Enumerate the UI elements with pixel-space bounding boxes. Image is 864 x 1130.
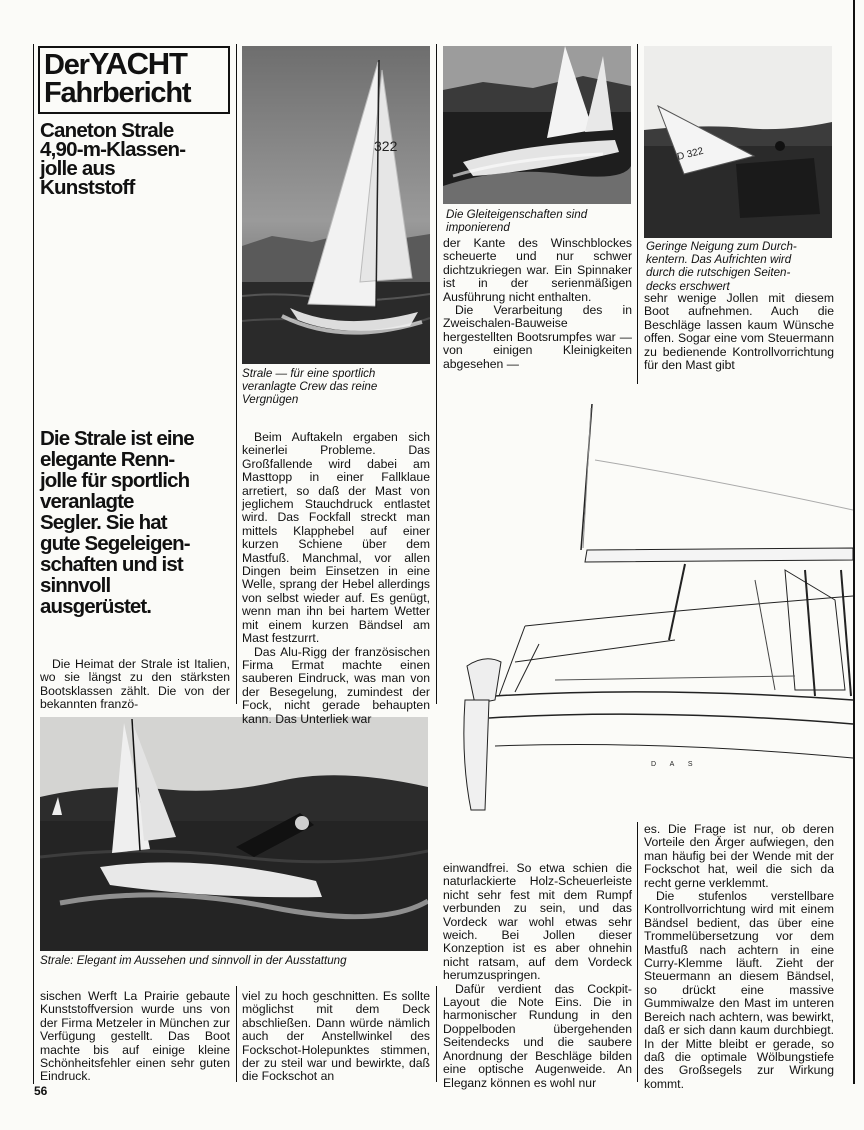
logo-subtitle: Fahrbericht (44, 77, 191, 109)
column-rule-3 (637, 44, 638, 384)
column-rule-left (33, 44, 34, 1084)
paragraph: Die Verarbeitung des in Zweischalen-Bauweise hergestellten Bootsrumpfes war — von einigen Kleinigkeiten abgesehen — (443, 303, 632, 371)
headline-line: 4,90-m-Klassen- (40, 138, 186, 161)
caption-line: kentern. Das Aufrichten wird (646, 253, 792, 267)
caption-line: Strale — für eine sportlich (242, 367, 376, 380)
caption-photo3 (646, 240, 836, 293)
body-col1-top (40, 658, 230, 712)
body-col3-bottom (443, 862, 632, 1090)
column-rule-1b (236, 986, 237, 1082)
body-col2-bottom (242, 990, 430, 1084)
yacht-fahrbericht-logo (38, 46, 230, 114)
caption-photo4: Strale: Elegant im Aussehen und sinnvoll in der Ausstattung (40, 954, 347, 967)
standfirst-line: Die Strale ist eine (40, 427, 194, 450)
paragraph: sischen Werft La Prairie gebaute Kunststoffversion wurde uns von der Firma Metzeler in München zur Verfügung gestellt. Das Boot machte bis auf einige kleine Schönheitsfehler einen sehr guten Eindruck. (40, 989, 230, 1084)
caption-line: imponierend (446, 221, 510, 235)
standfirst-line: veranlagte (40, 490, 134, 513)
headline-line: Kunststoff (40, 176, 135, 199)
standfirst-line: elegante Renn- (40, 448, 175, 471)
standfirst (40, 428, 236, 617)
paragraph: sehr wenige Jollen mit diesem Boot aufnehmen. Auch die Beschläge lassen kaum Wünsche offen. Sogar eine vom Steuermann zu bedienende Kontrollvorrichtung für den Mast gibt (644, 291, 834, 373)
paragraph: es. Die Frage ist nur, ob deren Vorteile den Ärger aufwiegen, den man häufig bei der Wende mit der Fockschot hat, weil die sich da recht gerne verklemmt. (644, 822, 834, 890)
paragraph: Die Heimat der Strale ist Italien, wo sie längst zu den stärksten Bootsklassen zählt. Die von der bekannten franzö- (40, 657, 230, 712)
standfirst-line: schaften und ist (40, 553, 183, 576)
caption-line: veranlagte Crew das reine (242, 380, 378, 394)
caption-line: Die Gleiteigenschaften sind (446, 208, 588, 221)
paragraph: Die stufenlos verstellbare Kontrollvorrichtung wird mit einem Bändsel bedient, das über eine Trommelübersetzung vor dem Mastfuß nach achtern in eine Curry-Klemme läuft. Zieht der Steuermann an diesem Bändsel, so drückt eine massive Gummiwalze den Mast im unteren Bereich nach achtern, was bewirkt, daß er sich dann kaum durchbiegt. In der Mitte bleibt er gerade, so daß die optimale Wölbungstiefe des Großsegels zur Wirkung kommt. (644, 889, 834, 1091)
standfirst-line: jolle für sportlich (40, 469, 190, 492)
caption-photo1 (242, 367, 432, 407)
page-number: 56 (34, 1084, 48, 1098)
caption-photo2 (446, 208, 634, 234)
photo-capsize (644, 46, 832, 238)
standfirst-line: sinnvoll (40, 574, 111, 597)
photo-strale-elegant (40, 717, 428, 951)
logo-prefix: Der (44, 49, 89, 81)
caption-line: durch die rutschigen Seiten- (646, 266, 791, 280)
article-headline (40, 121, 236, 197)
caption-line: decks erschwert (646, 279, 730, 293)
paragraph: Das Alu-Rigg der französischen Firma Ermat machte einen sauberen Eindruck, was man von der Besegelung, zumindest der Fock, nicht gerade behaupten kann. Das Unterliek war (242, 644, 430, 726)
column-rule-3b (637, 822, 638, 1082)
photo-planing (443, 46, 631, 204)
column-rule-2b (436, 986, 437, 1082)
headline-line: jolle aus (40, 157, 115, 180)
sail-number: D 322 (676, 145, 705, 163)
sail-number: 322 (374, 138, 398, 154)
logo-main: YACHT (88, 46, 187, 81)
body-col4-top (644, 292, 834, 372)
paragraph: viel zu hoch geschnitten. Es sollte möglichst mit dem Deck abschließen. Dann würde nämlich auch der Anstellwinkel des Fockschot-Holepunktes stimmen, der zu steil war und bewirkte, daß die Fockschot an (242, 989, 430, 1084)
paragraph: der Kante des Winschblockes scheuerte und nur schwer dichtzukriegen war. Ein Spinnaker ist in der serienmäßigen Ausführung nicht enthalten. (443, 236, 632, 304)
page-edge-rule (853, 0, 855, 1084)
body-col1-bottom (40, 990, 230, 1084)
headline-line: Caneton Strale (40, 119, 174, 142)
paragraph: einwandfrei. So etwa schien die naturlackierte Holz-Scheuerleiste nicht sehr fest mit dem Rumpf verbunden zu sein, und das Vordeck war wohl etwas sehr weich. Bei Jollen dieser Konzeption ist es aber ohnehin nicht ratsam, auf dem Vordeck herumzuspringen. (443, 861, 632, 983)
body-col2-top (242, 431, 430, 726)
body-col4-bottom (644, 823, 834, 1091)
paragraph: Beim Auftakeln ergaben sich keinerlei Probleme. Das Großfallende wird dabei am Masttopp in einer Fallklaue arretiert, so daß der Mast von jeglichem Stauchdruck entlastet wird. Das Fockfall streckt man mittels Klapphebel auf einer kurzen Schiene über dem Mastfuß. Manchmal, vor allen Dingen beim Einsetzen in eine Welle, sprang der Hebel allerdings von selbst wieder auf. Es genügt, wenn man ihn bei hartem Wetter mit einem kurzen Bändsel am Mast festzurrt. (242, 430, 430, 646)
caption-line: Geringe Neigung zum Durch- (646, 240, 797, 253)
standfirst-line: Segler. Sie hat (40, 511, 167, 534)
caption-line: Vergnügen (242, 393, 299, 407)
column-rule-1 (236, 44, 237, 704)
paragraph: Dafür verdient das Cockpit-Layout die Note Eins. Die in harmonischer Rundung in den Doppelboden übergehenden Seitendecks und die saubere Anordnung der Beschläge bilden eine optische Augenweide. An Eleganz können es wohl nur (443, 981, 632, 1090)
body-col3-top (443, 237, 632, 371)
photo-strale-sailing (242, 46, 430, 364)
hull-lettering: D A S (651, 761, 699, 768)
standfirst-line: gute Segeleigen- (40, 532, 190, 555)
standfirst-line: ausgerüstet. (40, 595, 152, 618)
column-rule-2 (436, 44, 437, 704)
drawing-dinghy-deck (455, 400, 853, 820)
